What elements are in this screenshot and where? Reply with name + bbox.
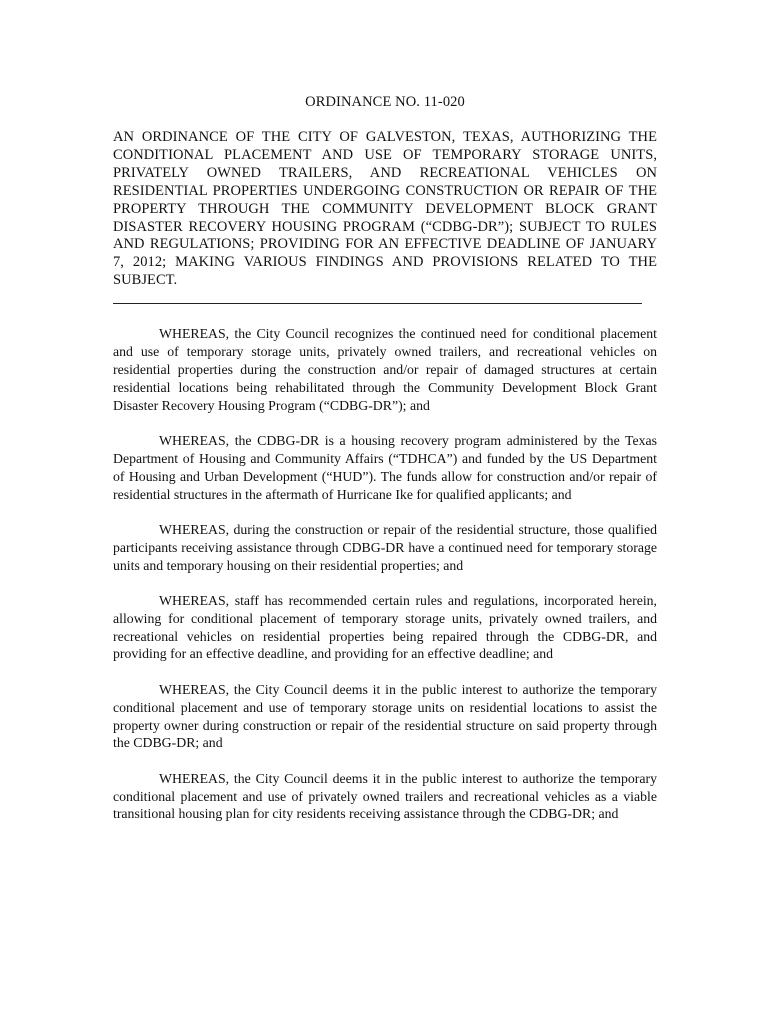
ordinance-caption: AN ORDINANCE OF THE CITY OF GALVESTON, TEXAS, AUTHORIZING THE CONDITIONAL PLACEMENT AND USE OF TEMPORARY STORAGE UNITS, PRIVATELY OWNED TRAILERS, AND RECREATIONAL VEHICLES ON RESIDENTIAL PROPERTIES UNDERGOING CONSTRUCTION OR REPAIR OF THE PROPERTY THROUGH THE COMMUNITY DEVELOPMENT BLOCK GRANT DISASTER RECOVERY HOUSING PROGRAM (“CDBG-DR”); SUBJECT TO RULES AND REGULATIONS; PROVIDING FOR AN EFFECTIVE DEADLINE OF JANUARY 7, 2012; MAKING VARIOUS FINDINGS AND PROVISIONS RELATED TO THE SUBJECT. — [113, 129, 657, 289]
whereas-paragraph-3: WHEREAS, during the construction or repair of the residential structure, those qualified participants receiving assistance through CDBG-DR have a continued need for temporary storage units and temporary housing on their residential properties; and — [113, 521, 657, 573]
whereas-paragraph-4: WHEREAS, staff has recommended certain rules and regulations, incorporated herein, allowing for conditional placement of temporary storage units, privately owned trailers, and recreational vehicles on residential properties being repaired through the CDBG-DR, and providing for an effective deadline, and providing for an effective deadline; and — [113, 592, 657, 662]
ordinance-body — [113, 325, 657, 841]
ordinance-title: ORDINANCE NO. 11-020 — [305, 94, 465, 110]
whereas-paragraph-5: WHEREAS, the City Council deems it in the public interest to authorize the temporary conditional placement and use of temporary storage units on residential locations to assist the property owner during construction or repair of the residential structure on said property through the CDBG-DR; and — [113, 681, 657, 751]
whereas-paragraph-6: WHEREAS, the City Council deems it in the public interest to authorize the temporary conditional placement and use of privately owned trailers and recreational vehicles as a viable transitional housing plan for city residents receiving assistance through the CDBG-DR; and — [113, 770, 657, 822]
caption-divider — [113, 303, 642, 304]
whereas-paragraph-1: WHEREAS, the City Council recognizes the continued need for conditional placement and use of temporary storage units, privately owned trailers, and recreational vehicles on residential properties during the construction and/or repair of damaged structures at certain residential locations being rehabilitated through the Community Development Block Grant Disaster Recovery Housing Program (“CDBG-DR”); and — [113, 326, 657, 413]
whereas-paragraph-2: WHEREAS, the CDBG-DR is a housing recovery program administered by the Texas Department of Housing and Community Affairs (“TDHCA”) and funded by the US Department of Housing and Urban Development (“HUD”). The funds allow for construction and/or repair of residential structures in the aftermath of Hurricane Ike for qualified applicants; and — [113, 432, 657, 502]
